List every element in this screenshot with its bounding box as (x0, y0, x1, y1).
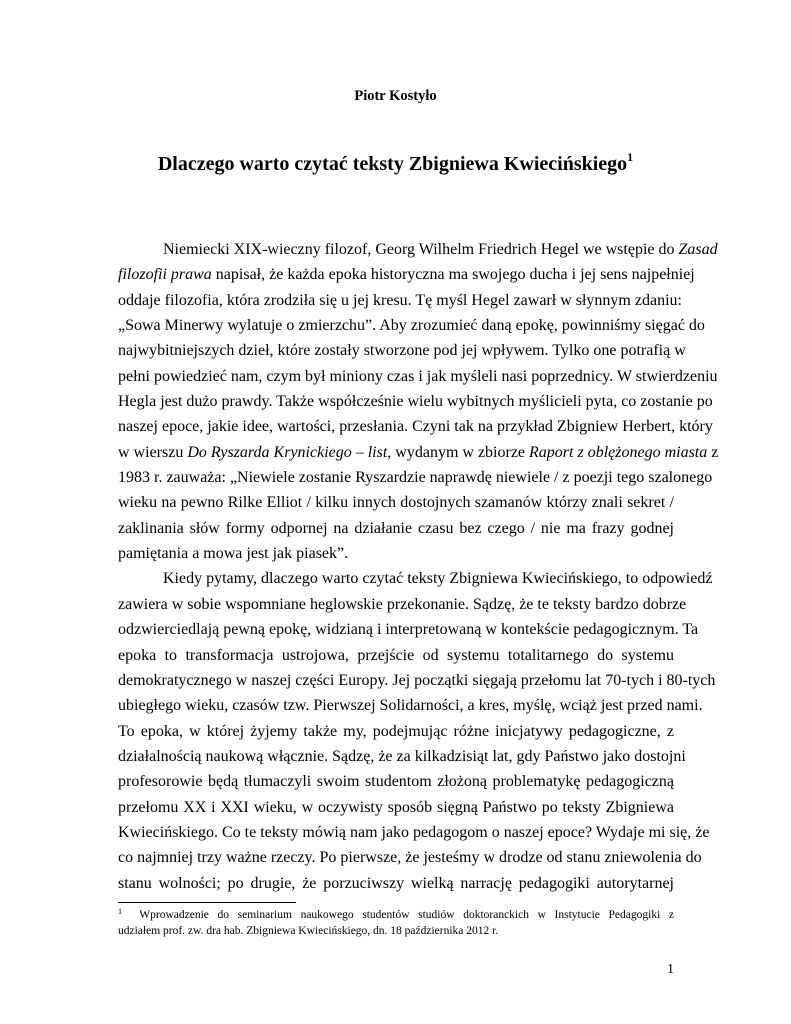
text-segment: najwybitniejszych dzieł, które zostały stworzone pod jej wpływem. Tylko one potrafią w (118, 342, 686, 360)
title-text: Dlaczego warto czytać teksty Zbigniewa Kwiecińskiego (157, 153, 628, 175)
text-line (118, 795, 674, 820)
text-segment: Hegla jest dużo prawdy. Także współcześnie wielu wybitnych myślicieli pyta, co zostanie po (118, 393, 713, 411)
text-line (118, 313, 705, 338)
footnote-line: udziałem prof. zw. dra hab. Zbigniewa Kwiecińskiego, dn. 18 października 2012 r. (118, 925, 499, 937)
text-line (118, 414, 713, 439)
text-line (118, 617, 699, 642)
body-text (118, 237, 719, 896)
text-line (118, 440, 719, 465)
page-number: 1 (667, 962, 674, 977)
text-line (118, 693, 703, 718)
text-segment: , wydanym w zbiorze (387, 443, 530, 461)
italic-title: Zasad (678, 241, 718, 258)
text-segment: przełomu XX i XXI wieku, w oczywisty sposób sięgną Państwo po teksty Zbigniewa (118, 798, 674, 816)
paragraph (118, 566, 716, 895)
text-line (118, 566, 713, 591)
text-segment: stanu wolności; po drugie, że porzuciwszy wielką narrację pedagogiki autorytarnej (118, 874, 674, 892)
text-line (118, 389, 713, 414)
text-segment: 1983 r. zauważa: „Niewiele zostanie Ryszardzie naprawdę niewiele / z poezji tego szalonego (118, 469, 713, 487)
document-title (0, 150, 791, 176)
text-segment: Niemiecki XIX-wieczny filozof, Georg Wilhelm Friedrich Hegel we wstępie do (163, 241, 679, 258)
text-line (118, 592, 687, 617)
text-segment: co najmniej trzy ważne rzeczy. Po pierwsze, że jesteśmy w drodze od stanu zniewolenia do (118, 849, 702, 867)
text-line (118, 769, 674, 794)
italic-title: filozofii prawa (118, 266, 212, 284)
text-segment: oddaje filozofia, która zrodziła się u jej kresu. Tę myśl Hegel zawarł w słynnym zdaniu: (118, 291, 682, 309)
text-line (118, 871, 674, 896)
text-line (118, 744, 686, 769)
text-segment: naszej epoce, jakie idee, wartości, przesłania. Czyni tak na przykład Zbigniew Herbert, który (118, 418, 713, 436)
text-line (118, 643, 674, 668)
text-segment: ubiegłego wieku, czasów tzw. Pierwszej Solidarności, a kres, myślę, wciąż jest przed nami. (118, 697, 703, 715)
text-segment: działalnością naukową włącznie. Sądzę, że za kilkadzisiąt lat, gdy Państwo jako dostojni (118, 747, 686, 765)
text-line (118, 719, 674, 744)
author-name: Piotr Kostyło (354, 88, 437, 104)
footnote-divider (118, 902, 296, 903)
text-segment: napisał, że każda epoka historyczna ma swojego ducha i jej sens najpełniej (211, 266, 695, 284)
text-segment: „Sowa Minerwy wylatuje o zmierzchu”. Aby zrozumieć daną epokę, powinniśmy sięgać do (118, 317, 705, 335)
footnote-text: Wprowadzenie do seminarium naukowego studentów studiów doktoranckich w Instytucie Pedagogiki z (139, 909, 675, 921)
text-segment: z (707, 443, 719, 461)
text-segment: w wierszu (118, 443, 188, 461)
paragraph (118, 237, 719, 566)
italic-title: Do Ryszarda Krynickiego – list (187, 443, 388, 461)
text-segment: demokratycznego w naszej części Europy. Jej początki sięgają przełomu lat 70-tych i 80-tych (118, 671, 716, 689)
footnote (118, 907, 674, 939)
text-line (118, 262, 695, 287)
text-line (118, 668, 716, 693)
footnote-marker: 1 (118, 907, 122, 916)
italic-title: Raport z oblężonego miasta (529, 443, 708, 461)
text-segment: epoka to transformacja ustrojowa, przejście od systemu totalitarnego do systemu (118, 646, 674, 664)
footnote-reference: 1 (627, 150, 634, 164)
text-line (118, 364, 718, 389)
text-segment: To epoka, w której żyjemy także my, podejmując różne inicjatywy pedagogiczne, z (118, 722, 674, 740)
text-line (118, 490, 674, 515)
text-segment: zaklinania słów formy odpornej na działanie czasu bez czego / nie ma frazy godnej (118, 519, 674, 537)
text-line (118, 288, 682, 313)
text-segment: zawiera w sobie wspomniane heglowskie przekonanie. Sądzę, że te teksty bardzo dobrze (118, 595, 687, 613)
text-segment: profesorowie będą tłumaczyli swoim studentom złożoną problematykę pedagogiczną (118, 773, 674, 791)
text-line (118, 338, 686, 363)
text-segment: wieku na pewno Rilke Elliot / kilku innych dostojnych szamanów którzy znali sekret / (118, 494, 674, 512)
text-line (118, 820, 710, 845)
text-line (118, 465, 713, 490)
text-line (118, 845, 702, 870)
text-segment: pełni powiedzieć nam, czym był miniony czas i jak myśleli nasi poprzednicy. W stwierdzeniu (118, 367, 718, 385)
footnote-line (118, 907, 674, 923)
text-segment: pamiętania a mowa jest jak piasek”. (118, 545, 349, 563)
text-segment: odzwierciedlają pewną epokę, widzianą i interpretowaną w kontekście pedagogicznym. Ta (118, 621, 699, 639)
text-segment: Kwiecińskiego. Co te teksty mówią nam jako pedagogom o naszej epoce? Wydaje mi się, że (118, 823, 710, 841)
text-line (118, 237, 718, 262)
text-line (118, 516, 674, 541)
text-segment: Kiedy pytamy, dlaczego warto czytać teksty Zbigniewa Kwiecińskiego, to odpowiedź (163, 570, 713, 588)
text-line (118, 541, 674, 566)
